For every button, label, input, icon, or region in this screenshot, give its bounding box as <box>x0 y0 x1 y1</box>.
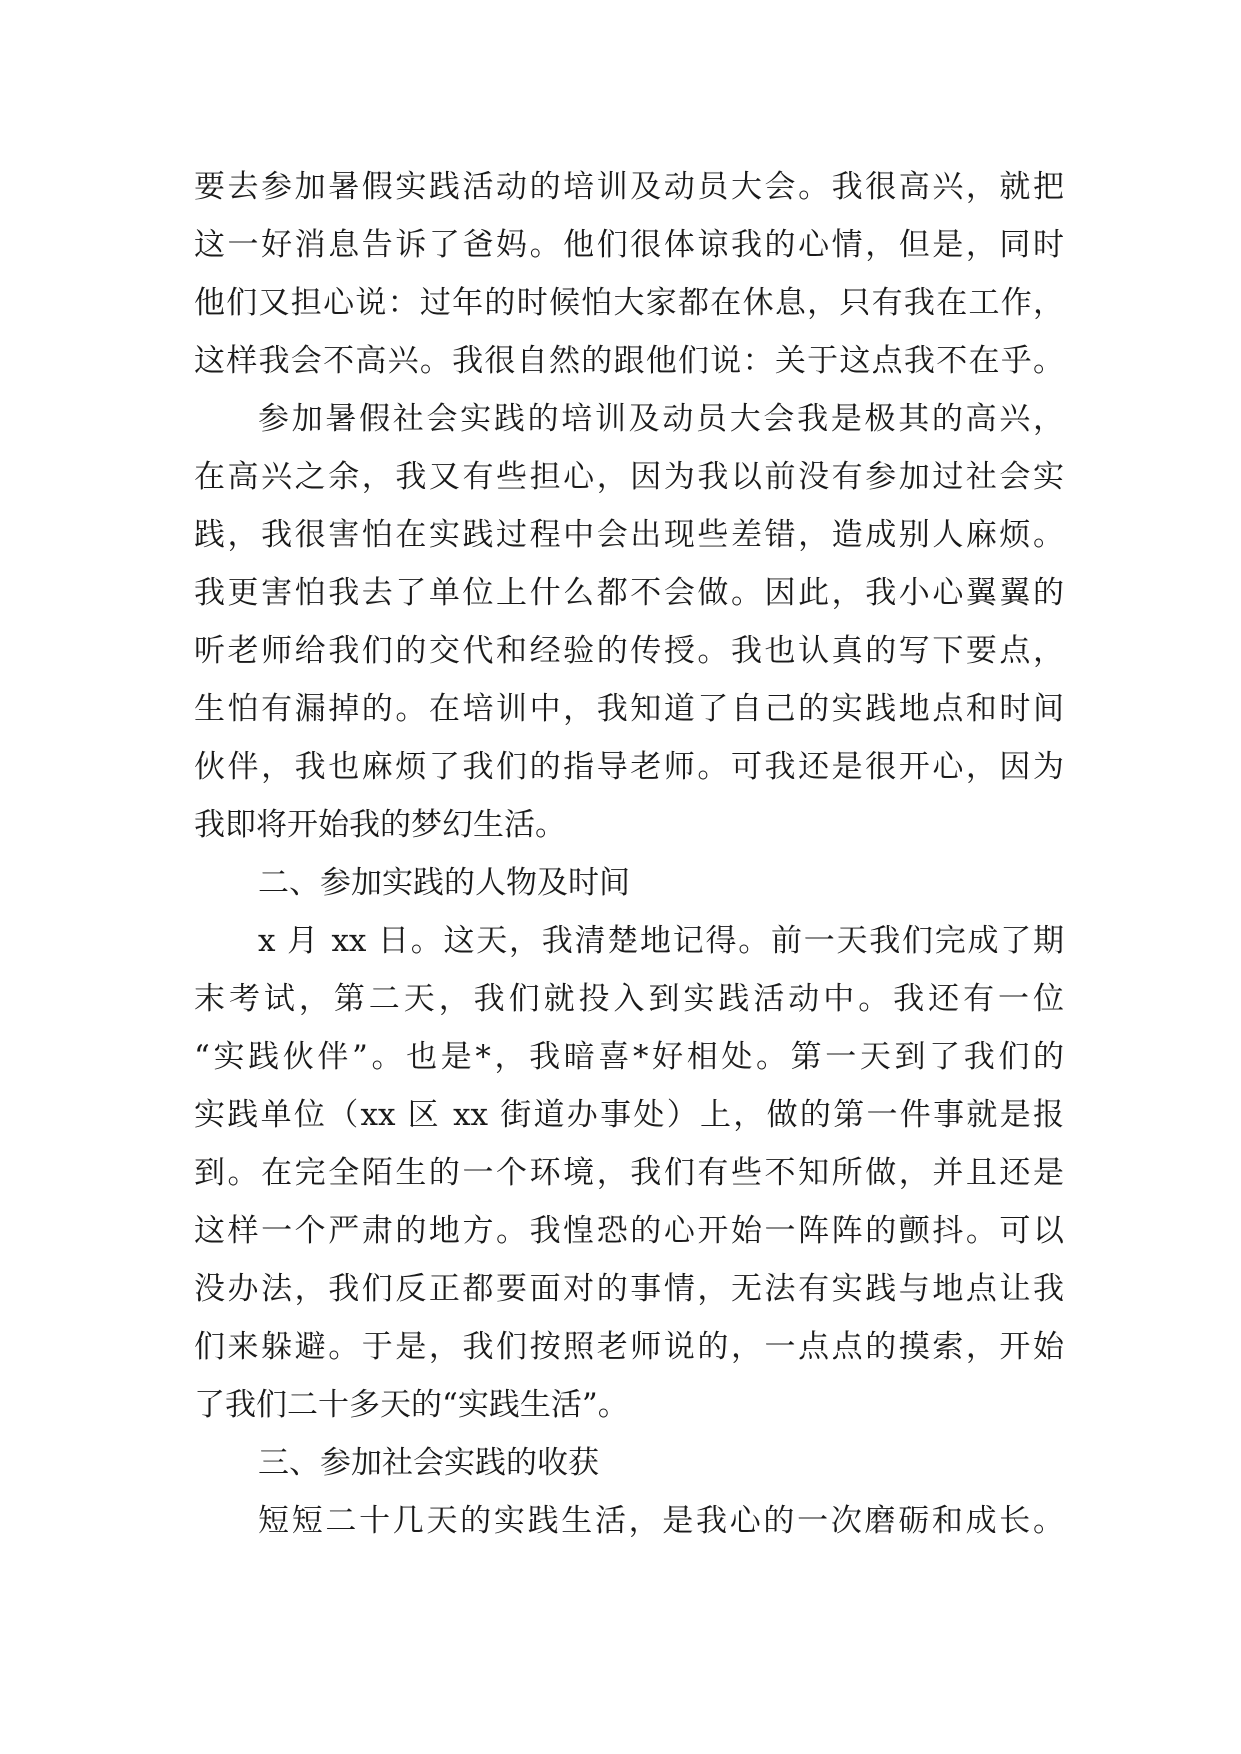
text-line: 要去参加暑假实践活动的培训及动员大会。我很高兴，就把 <box>194 169 1064 205</box>
text-line: “实践伙伴”。也是*，我暗喜*好相处。第一天到了我们的 <box>194 1039 1064 1075</box>
text-line: 在高兴之余，我又有些担心，因为我以前没有参加过社会实 <box>194 459 1064 495</box>
paragraph-last-line: 了我们二十多天的“实践生活”。 <box>194 1387 629 1423</box>
document-body <box>194 158 1064 1550</box>
text-line: 践，我很害怕在实践过程中会出现些差错，造成别人麻烦。 <box>194 517 1064 553</box>
text-line: 生怕有漏掉的。在培训中，我知道了自己的实践地点和时间 <box>194 691 1064 727</box>
text-line: 没办法，我们反正都要面对的事情，无法有实践与地点让我 <box>194 1271 1064 1307</box>
text-line: 听老师给我们的交代和经验的传授。我也认真的写下要点， <box>194 633 1064 669</box>
text-line: 这样一个严肃的地方。我惶恐的心开始一阵阵的颤抖。可以 <box>194 1213 1064 1249</box>
text-line: 们来躲避。于是，我们按照老师说的，一点点的摸索，开始 <box>194 1329 1064 1365</box>
paragraph-first-line: x 月 xx 日。这天，我清楚地记得。前一天我们完成了期 <box>258 923 1064 959</box>
paragraph-first-line: 参加暑假社会实践的培训及动员大会我是极其的高兴， <box>258 401 1064 437</box>
text-line: 这样我会不高兴。我很自然的跟他们说：关于这点我不在乎。 <box>194 343 1064 379</box>
section-heading: 二、参加实践的人物及时间 <box>258 865 630 901</box>
text-line: 到。在完全陌生的一个环境，我们有些不知所做，并且还是 <box>194 1155 1064 1191</box>
text-line: 伙伴，我也麻烦了我们的指导老师。可我还是很开心，因为 <box>194 749 1064 785</box>
text-line: 这一好消息告诉了爸妈。他们很体谅我的心情，但是，同时 <box>194 227 1064 263</box>
paragraph-first-line: 短短二十几天的实践生活，是我心的一次磨砺和成长。 <box>258 1503 1064 1539</box>
text-line: 我更害怕我去了单位上什么都不会做。因此，我小心翼翼的 <box>194 575 1064 611</box>
section-heading: 三、参加社会实践的收获 <box>258 1445 599 1481</box>
text-line: 末考试，第二天，我们就投入到实践活动中。我还有一位 <box>194 981 1064 1017</box>
text-line: 他们又担心说：过年的时候怕大家都在休息，只有我在工作， <box>194 285 1064 321</box>
paragraph-last-line: 我即将开始我的梦幻生活。 <box>194 807 566 843</box>
text-line: 实践单位（xx 区 xx 街道办事处）上，做的第一件事就是报 <box>194 1097 1064 1133</box>
